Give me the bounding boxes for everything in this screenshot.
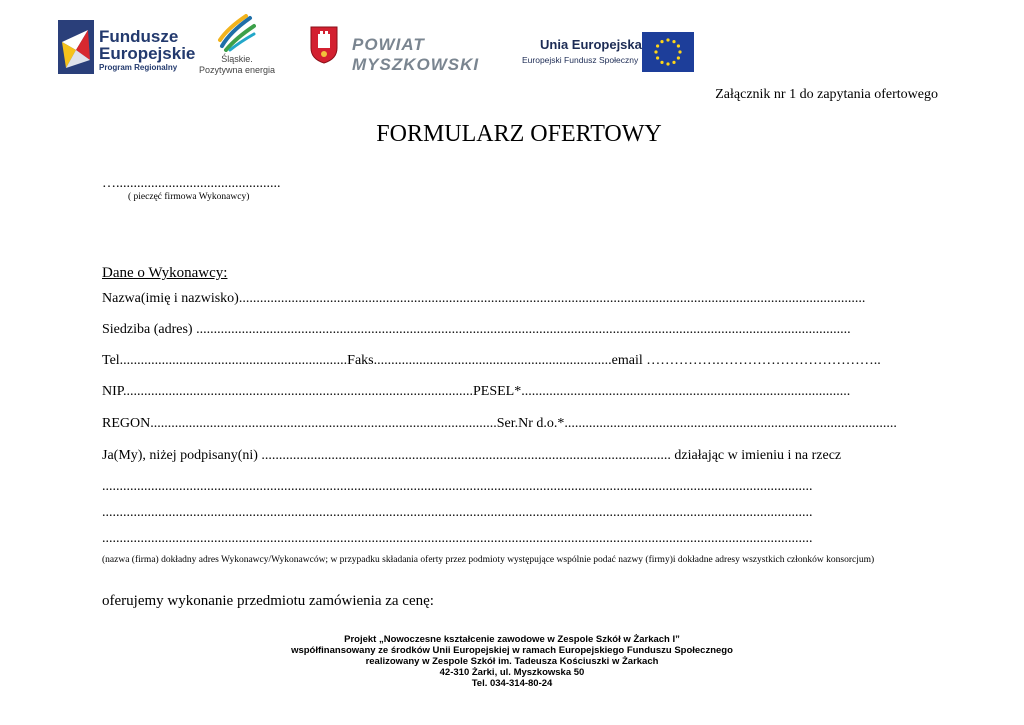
contractor-note: (nazwa (firma) dokładny adres Wykonawcy/Wykonawców; w przypadku składania oferty przez podmioty występujące wspólnie podać nazwy (firmy)i dokładne adresy wszystkich członków konsorcjum) xyxy=(102,555,875,565)
nip-pesel-line: NIP....................................................................................................PESEL*.............................................................................................. xyxy=(102,384,851,399)
footer-line-1: Projekt „Nowoczesne kształcenie zawodowe w Zespole Szkół w Żarkach I” xyxy=(344,634,680,645)
fe-sub: Program Regionalny xyxy=(99,63,178,72)
powiat-logo xyxy=(310,26,510,74)
seat-field-line: Siedziba (adres) ........................................................................................................................................................................................... xyxy=(102,322,851,337)
ue-logo xyxy=(520,28,700,76)
blank-line-2: ........................................................................................................................................................................................................... xyxy=(102,505,813,520)
slaskie-line-1: Śląskie. xyxy=(221,54,253,64)
signed-line: Ja(My), niżej podpisany(ni) ..................................................................................................................... działając w imieniu i na rzecz xyxy=(102,448,842,463)
logo-bar xyxy=(0,0,1024,90)
page-title: FORMULARZ OFERTOWY xyxy=(376,121,662,147)
stamp-label: ( pieczęć firmowa Wykonawcy) xyxy=(128,192,250,202)
footer-line-4: 42-310 Żarki, ul. Myszkowska 50 xyxy=(439,667,585,678)
slaskie-line-2: Pozytywna energia xyxy=(198,65,276,75)
section-title: Dane o Wykonawcy: xyxy=(102,265,228,281)
offer-line: oferujemy wykonanie przedmiotu zamówienia za cenę: xyxy=(102,593,434,609)
attachment-note: Załącznik nr 1 do zapytania ofertowego xyxy=(715,87,938,102)
ue-sub: Europejski Fundusz Społeczny xyxy=(522,55,639,65)
footer-line-5: Tel. 034-314-80-24 xyxy=(471,678,553,689)
tel-fax-email-line: Tel.................................................................Faks....................................................................email …………….…………………………….. xyxy=(102,353,881,368)
coat-of-arms-icon xyxy=(310,26,338,64)
ue-title: Unia Europejska xyxy=(540,37,642,52)
slaskie-logo xyxy=(196,14,278,78)
fe-logo xyxy=(58,20,196,76)
powiat-text: POWIAT MYSZKOWSKI xyxy=(352,35,480,74)
slaskie-waves-icon xyxy=(216,14,256,52)
regon-serial-line: REGON...................................................................................................Ser.Nr d.o.*............................................................................................... xyxy=(102,416,897,431)
stamp-dots: …............................................... xyxy=(102,176,281,191)
footer-line-2: współfinansowany ze środków Unii Europejskiej w ramach Europejskiego Funduszu Społecznego xyxy=(291,645,733,656)
footer-line-3: realizowany w Zespole Szkół im. Tadeusza Kościuszki w Żarkach xyxy=(365,656,659,667)
fe-title-1: Fundusze xyxy=(99,27,179,46)
fe-title-2: Europejskie xyxy=(99,44,196,63)
blank-line-3: ........................................................................................................................................................................................................... xyxy=(102,531,813,546)
eu-flag-icon xyxy=(642,32,694,72)
name-field-line: Nazwa(imię i nazwisko)................................................................................................................................................................................... xyxy=(102,291,866,306)
blank-line-1: ........................................................................................................................................................................................................... xyxy=(102,479,813,494)
fe-star-icon xyxy=(58,20,94,74)
